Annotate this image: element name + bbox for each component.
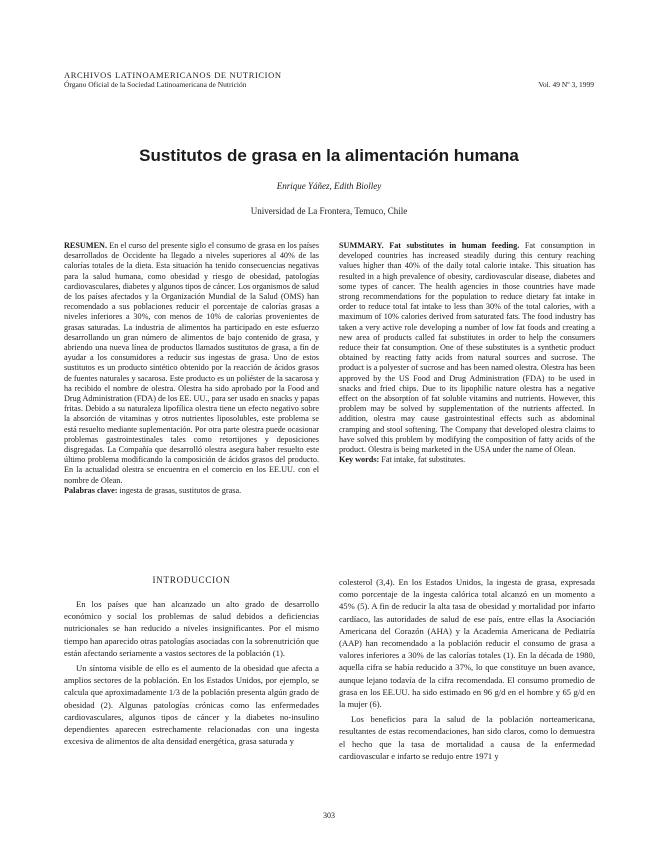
body-paragraph: Los beneficios para la salud de la población norteamericana, resultantes de estas recomendaciones, han sido claros, como lo demuestra el hecho que la tasa de mortalidad a causa de la enfermedad cardiovascular e infarto se redujo entre 1971 y — [339, 714, 595, 761]
article-authors: Enrique Yáñez, Edith Biolley — [276, 181, 382, 191]
section-heading-introduccion: INTRODUCCION — [152, 575, 231, 585]
abstract-spanish-body: En el curso del presente siglo el consumo de grasa en los países desarrollados de Occidente ha llegado a niveles superiores al 40% de las calorías totales de la dieta. Esta situación ha tenido consecuencias negativas para la salud humana, como obesidad y riesgo de obesidad, patologías cardiovasculares, diabetes y algunos tipos de cáncer. Los organismos de salud de los países afectados y la Organización Mundial de la Salud (OMS) han recomendado a sus poblaciones reducir el porcentaje de calorías grasas a niveles inferiores a 30%, con menos de 10% de calorías provenientes de grasas saturadas. La industria de alimentos ha participado en este esfuerzo desarrollando un gran número de alimentos de bajo contenido de grasa, y abriendo una nueva línea de productos llamados sustitutos de grasa, a fin de ayudar a los consumidores a reducir sus ingestas de grasa. Uno de estos sustitutos es un producto sintético obtenido por la reacción de ácidos grasos de fuentes naturales y sacarosa. Este producto es un poliéster de la sacarosa y ha recibido el nombre de olestra. Olestra ha sido aprobado por la Food and Drug Administration (FDA) de los EE. UU., para ser usado en snacks y papas fritas. Debido a su naturaleza lipofílica olestra tiene un efecto negativo sobre la absorción de vitaminas y otros nutrientes liposolubles, este problema se está resuelto mediante suplementación. Por otra parte olestra puede ocasionar problemas gastrointestinales tales como retortijones y deposiciones disgregadas. La Compañía que desarrolló olestra asegura haber resuelto este último problema modificando la composición de ácidos grasos del producto. En la actualidad olestra se encuentra en el comercio en los EE.UU. con el nombre de Olean. — [64, 241, 320, 485]
keywords-english-text: Fat intake, fat substitutes. — [381, 455, 466, 465]
abstract-spanish-text — [64, 241, 319, 486]
article-title: Sustitutos de grasa en la alimentación humana — [139, 146, 519, 165]
keywords-spanish-text: ingesta de grasas, sustitutos de grasa. — [119, 485, 242, 495]
abstract-spanish — [64, 241, 319, 496]
keywords-english-label: Key words: — [339, 455, 380, 465]
keywords-spanish — [64, 486, 319, 496]
abstract-english — [339, 241, 595, 465]
abstract-spanish-label: RESUMEN. — [64, 241, 107, 250]
body-paragraph: En los países que han alcanzado un alto grado de desarrollo económico y social los problemas de salud debidos a deficiencias nutricionales se han reducido a niveles insignificantes. Por el mismo tiempo han aparecido otras patologías asociadas con la sobrenutrición que están afectando seriamente a vastos sectores de la población (1). — [64, 599, 319, 658]
abstract-english-body: Fat consumption in developed countries has increased steadily during this century reaching values higher than 40% of the daily total calorie intake. This situation has resulted in a high prevalence of obesity, cardiovascular disease, diabetes and some types of cancer. The health agencies in those countries have made strong recommendations for the population to reduce dietary fat intake in order to reduce total fat intake to less than 30% of the total calories, with a maximum of 10% calories derived from saturated fats. The food industry has taken a very active role developing a number of low fat foods and creating a new area of products called fat substitutes in order to help the consumers reduce their fat consumption. One of these substitutes is a synthetic product obtained by reacting fatty acids from natural sources and sucrose. The product is a polyester of sucrose and has been named olestra. Olestra has been approved by the US Food and Drug Administration (FDA) to be used in snacks and fried chips. Due to its lipophilic nature olestra has a negative effect on the absorption of fat soluble vitamins and nutrients. However, this problem may be solved by supplementation of the nutrients affected. In addition, olestra may cause gastrointestinal effects such as abdominal cramping and stool softening. The Company that developed olestra claims to have solved this problem by modifying the composition of fatty acids of the product. Olestra is being marketed in the USA under the name of Olean. — [339, 241, 595, 455]
keywords-spanish-label: Palabras clave: — [64, 485, 118, 495]
body-paragraph: colesterol (3,4). En los Estados Unidos, la ingesta de grasa, expresada como porcentaje de la ingesta calórica total alcanzó en un momento a 45% (5). A fin de reducir la alta tasa de obesidad y mortalidad por infarto cardíaco, las autoridades de salud de ese país, entre ellas la Asociación Americana del Corazón (AHA) y la Academia Americana de Pediatría (AAP) han recomendado a la población reducir el consumo de grasa a valores inferiores a 30% de las calorías totales (1). En la década de 1980, aquella cifra se había reducido a 37%, lo que constituye un buen avance, aunque lejano todavía de la cifra recomendada. El consumo promedio de grasa en los EE.UU. ha sido estimado en 96 g/d en el hombre y 65 g/d en la mujer (6). — [339, 577, 595, 710]
journal-subtitle: Órgano Oficial de la Sociedad Latinoamericana de Nutrición — [64, 80, 247, 89]
article-affiliation: Universidad de La Frontera, Temuco, Chile — [250, 206, 408, 216]
abstract-english-label: SUMMARY. — [339, 241, 384, 250]
volume-info: Vol. 49 Nº 3, 1999 — [538, 80, 594, 89]
journal-name: ARCHIVOS LATINOAMERICANOS DE NUTRICION — [64, 70, 282, 80]
body-right-column — [339, 576, 595, 765]
abstract-english-lead-title: Fat substitutes in human feeding. — [389, 241, 520, 250]
page-number: 303 — [323, 811, 335, 820]
body-paragraph: Un síntoma visible de ello es el aumento de la obesidad que afecta a amplios sectores de la población. En los Estados Unidos, por ejemplo, se calcula que aproximadamente 1/3 de la población presenta algún grado de obesidad (2). Algunas patologías crónicas como las enfermedades cardiovasculares, algunos tipos de cáncer y la diabetes no-insulino dependientes aparecen estrechamente relacionadas con una ingesta excesiva de alimentos de alta densidad energética, grasa saturada y — [64, 663, 319, 747]
abstract-english-text — [339, 241, 595, 455]
keywords-english — [339, 455, 595, 465]
body-left-column — [64, 598, 319, 750]
